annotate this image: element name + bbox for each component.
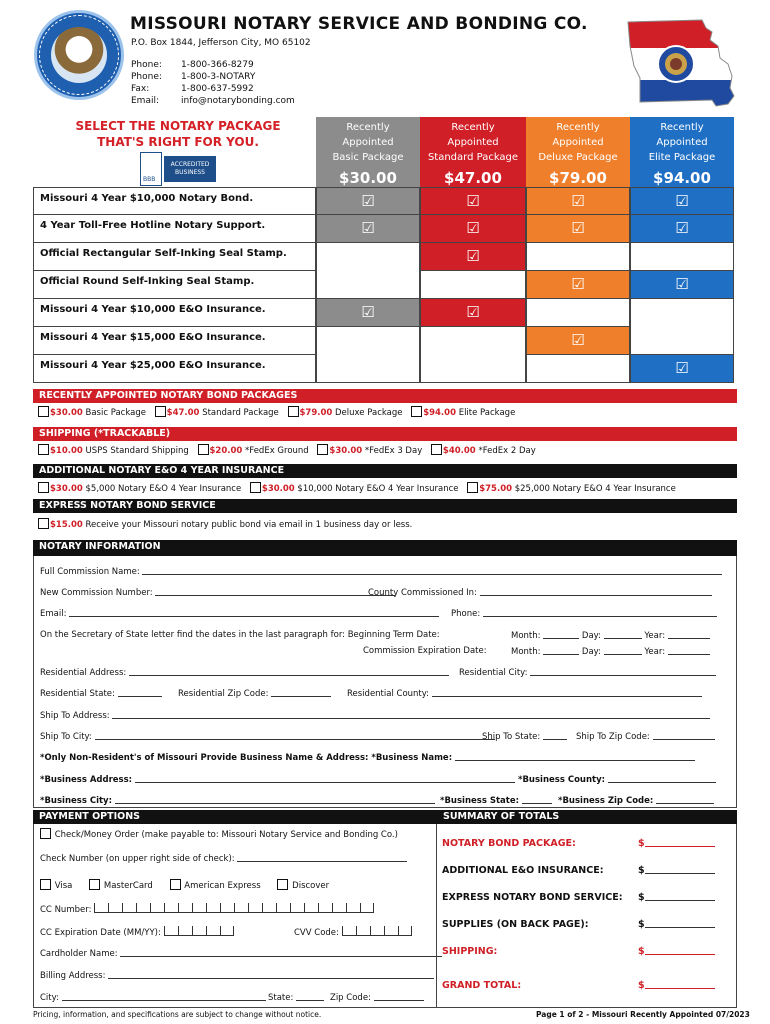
- business-zip-field[interactable]: *Business Zip Code:: [558, 795, 714, 806]
- check-icon: ☑: [630, 271, 734, 299]
- business-state-field[interactable]: *Business State:: [440, 795, 552, 806]
- eo-option-25k[interactable]: $75.00 $25,000 Notary E&O 4 Year Insurance: [467, 484, 676, 494]
- package-header-standard: Recently Appointed Standard Package $47.00: [420, 117, 526, 187]
- summary-shipping-field[interactable]: $: [638, 946, 715, 957]
- checkbox[interactable]: [431, 444, 442, 455]
- feature-row-eo-15k: Missouri 4 Year $15,000 E&O Insurance.: [33, 327, 316, 355]
- summary-bond-package-label: NOTARY BOND PACKAGE:: [442, 838, 576, 849]
- check-icon: ☑: [526, 271, 630, 299]
- business-city-field[interactable]: *Business City:: [40, 795, 435, 806]
- cvv-field[interactable]: CVV Code:: [294, 926, 412, 938]
- full-name-field[interactable]: Full Commission Name:: [40, 566, 722, 577]
- business-name-field[interactable]: *Only Non-Resident's of Missouri Provide Business Name & Address: *Business Name:: [40, 752, 695, 763]
- bond-package-options: [38, 406, 521, 418]
- checkbox[interactable]: [38, 518, 49, 529]
- feature-row-eo-25k: Missouri 4 Year $25,000 E&O Insurance.: [33, 355, 316, 383]
- empty-cell: [526, 243, 630, 271]
- expiration-date-label: Commission Expiration Date:: [363, 646, 487, 656]
- eo-insurance-header: ADDITIONAL NOTARY E&O 4 YEAR INSURANCE: [33, 464, 737, 478]
- check-icon: ☑: [316, 187, 420, 215]
- bond-option-basic[interactable]: $30.00 Basic Package: [38, 408, 146, 418]
- check-icon: ☑: [420, 187, 526, 215]
- phone-field[interactable]: Phone:: [451, 608, 717, 619]
- feature-row-round-stamp: Official Round Self-Inking Seal Stamp.: [33, 271, 316, 299]
- shipping-header: SHIPPING (*TRACKABLE): [33, 427, 737, 441]
- residential-zip-field[interactable]: Residential Zip Code:: [178, 688, 331, 699]
- check-money-order-option[interactable]: Check/Money Order (make payable to: Missouri Notary Service and Bonding Co.): [40, 828, 398, 840]
- footer-disclaimer: Pricing, information, and specifications are subject to change without notice.: [33, 1010, 322, 1019]
- checkbox[interactable]: [38, 482, 49, 493]
- residential-county-field[interactable]: Residential County:: [347, 688, 702, 699]
- ship-state-field[interactable]: Ship To State:: [482, 731, 567, 742]
- card-type-options: [40, 879, 335, 891]
- checkbox[interactable]: [198, 444, 209, 455]
- package-header-elite: Recently Appointed Elite Package $94.00: [630, 117, 734, 187]
- checkbox[interactable]: [40, 828, 51, 839]
- checkbox[interactable]: [40, 879, 51, 890]
- package-header-deluxe: Recently Appointed Deluxe Package $79.00: [526, 117, 630, 187]
- business-county-field[interactable]: *Business County:: [518, 774, 716, 785]
- contact-phone-1: Phone: 1-800-366-8279: [131, 60, 254, 70]
- ship-zip-field[interactable]: Ship To Zip Code:: [576, 731, 715, 742]
- eo-insurance-options: [38, 482, 682, 494]
- feature-row-hotline: 4 Year Toll-Free Hotline Notary Support.: [33, 215, 316, 243]
- bbb-torch-icon: BBB: [140, 152, 162, 186]
- bbb-accredited-badge: BBB ACCREDITED BUSINESS: [140, 152, 216, 186]
- missouri-flag-map-icon: [620, 16, 740, 112]
- empty-cell: [526, 355, 630, 383]
- empty-cell: [420, 327, 526, 383]
- shipping-options: [38, 444, 542, 456]
- contact-phone-2: Phone: 1-800-3-NOTARY: [131, 72, 256, 82]
- bond-option-standard[interactable]: $47.00 Standard Package: [155, 408, 279, 418]
- eagle-icon: [51, 27, 107, 83]
- summary-supplies-label: SUPPLIES (ON BACK PAGE):: [442, 919, 589, 930]
- empty-cell: [316, 243, 420, 299]
- billing-address-field[interactable]: Billing Address:: [40, 970, 434, 981]
- card-amex[interactable]: American Express: [170, 881, 261, 891]
- cc-expiration-field[interactable]: CC Expiration Date (MM/YY):: [40, 926, 234, 938]
- summary-bond-package-field[interactable]: $: [638, 838, 715, 849]
- check-icon: ☑: [420, 215, 526, 243]
- bond-packages-header: RECENTLY APPOINTED NOTARY BOND PACKAGES: [33, 389, 737, 403]
- footer-page-info: Page 1 of 2 - Missouri Recently Appointed 07/2023: [536, 1010, 750, 1019]
- county-commissioned-field[interactable]: County Commissioned In:: [368, 587, 712, 598]
- summary-express-label: EXPRESS NOTARY BOND SERVICE:: [442, 892, 623, 903]
- business-address-field[interactable]: *Business Address:: [40, 774, 515, 785]
- summary-express-field[interactable]: $: [638, 892, 715, 903]
- billing-state-field[interactable]: State:: [268, 992, 324, 1003]
- check-icon: ☑: [630, 355, 734, 383]
- contact-fax: Fax: 1-800-637-5992: [131, 84, 254, 94]
- card-mastercard[interactable]: MasterCard: [89, 881, 153, 891]
- cardholder-name-field[interactable]: Cardholder Name:: [40, 948, 442, 959]
- empty-cell: [526, 299, 630, 327]
- express-service-header: EXPRESS NOTARY BOND SERVICE: [33, 499, 737, 513]
- company-address: P.O. Box 1844, Jefferson City, MO 65102: [131, 38, 311, 48]
- eo-option-5k[interactable]: $30.00 $5,000 Notary E&O 4 Year Insurance: [38, 484, 241, 494]
- cc-number-field[interactable]: CC Number:: [40, 903, 374, 915]
- summary-grand-total-label: GRAND TOTAL:: [442, 980, 522, 991]
- shipping-option-fedex-2day[interactable]: $40.00 *FedEx 2 Day: [431, 446, 536, 456]
- package-select-title: SELECT THE NOTARY PACKAGE THAT'S RIGHT FOR YOU.: [75, 119, 281, 149]
- summary-supplies-field[interactable]: $: [638, 919, 715, 930]
- company-name: MISSOURI NOTARY SERVICE AND BONDING CO.: [130, 14, 588, 34]
- beginning-term-note: On the Secretary of State letter find the dates in the last paragraph for: Beginning Term Date:: [40, 630, 440, 640]
- feature-row-bond: Missouri 4 Year $10,000 Notary Bond.: [33, 187, 316, 215]
- check-icon: ☑: [630, 215, 734, 243]
- check-icon: ☑: [316, 215, 420, 243]
- package-price-standard: $47.00: [444, 169, 502, 187]
- empty-cell: [630, 299, 734, 355]
- shipping-option-fedex-ground[interactable]: $20.00 *FedEx Ground: [198, 446, 309, 456]
- package-price-deluxe: $79.00: [549, 169, 607, 187]
- notary-info-header: NOTARY INFORMATION: [33, 540, 737, 556]
- checkbox[interactable]: [288, 406, 299, 417]
- email-field[interactable]: Email:: [40, 608, 439, 619]
- billing-city-field[interactable]: City:: [40, 992, 266, 1003]
- check-icon: ☑: [526, 215, 630, 243]
- eo-option-10k[interactable]: $30.00 $10,000 Notary E&O 4 Year Insurance: [250, 484, 459, 494]
- checkbox[interactable]: [317, 444, 328, 455]
- check-icon: ☑: [526, 187, 630, 215]
- commission-number-field[interactable]: New Commission Number:: [40, 587, 395, 598]
- residential-address-field[interactable]: Residential Address:: [40, 667, 449, 678]
- ship-city-field[interactable]: Ship To City:: [40, 731, 495, 742]
- bond-option-deluxe[interactable]: $79.00 Deluxe Package: [288, 408, 403, 418]
- shipping-option-usps[interactable]: $10.00 USPS Standard Shipping: [38, 446, 189, 456]
- check-number-field[interactable]: Check Number (on upper right side of check):: [40, 853, 407, 864]
- company-seal-logo: [34, 10, 124, 100]
- check-icon: ☑: [630, 187, 734, 215]
- check-icon: ☑: [420, 243, 526, 271]
- empty-cell: [420, 271, 526, 299]
- expiration-date-field[interactable]: Month: Day: Year:: [511, 646, 710, 657]
- beginning-term-date-field[interactable]: Month: Day: Year:: [511, 630, 710, 641]
- checkbox[interactable]: [170, 879, 181, 890]
- residential-city-field[interactable]: Residential City:: [459, 667, 716, 678]
- check-icon: ☑: [420, 299, 526, 327]
- bond-option-elite[interactable]: $94.00 Elite Package: [411, 408, 515, 418]
- summary-eo-insurance-field[interactable]: $: [638, 865, 715, 876]
- express-option[interactable]: $15.00 Receive your Missouri notary public bond via email in 1 business day or less.: [38, 518, 412, 530]
- checkbox[interactable]: [89, 879, 100, 890]
- package-header-basic: Recently Appointed Basic Package $30.00: [316, 117, 420, 187]
- feature-row-rect-stamp: Official Rectangular Self-Inking Seal Stamp.: [33, 243, 316, 271]
- empty-cell: [630, 243, 734, 271]
- summary-shipping-label: SHIPPING:: [442, 946, 498, 957]
- checkbox[interactable]: [277, 879, 288, 890]
- card-visa[interactable]: Visa: [40, 881, 72, 891]
- shipping-option-fedex-3day[interactable]: $30.00 *FedEx 3 Day: [317, 446, 422, 456]
- contact-email: Email: info@notarybonding.com: [131, 96, 295, 106]
- checkbox[interactable]: [467, 482, 478, 493]
- card-discover[interactable]: Discover: [277, 881, 329, 891]
- payment-options-header: PAYMENT OPTIONS: [33, 810, 437, 824]
- checkbox[interactable]: [411, 406, 422, 417]
- checkbox[interactable]: [38, 406, 49, 417]
- checkbox[interactable]: [38, 444, 49, 455]
- summary-eo-insurance-label: ADDITIONAL E&O INSURANCE:: [442, 865, 604, 876]
- check-icon: ☑: [316, 299, 420, 327]
- ship-address-field[interactable]: Ship To Address:: [40, 710, 710, 721]
- summary-header: SUMMARY OF TOTALS: [437, 810, 737, 824]
- checkbox[interactable]: [155, 406, 166, 417]
- checkbox[interactable]: [250, 482, 261, 493]
- residential-state-field[interactable]: Residential State:: [40, 688, 162, 699]
- empty-cell: [316, 327, 420, 383]
- package-price-elite: $94.00: [653, 169, 711, 187]
- package-price-basic: $30.00: [339, 169, 397, 187]
- summary-grand-total-field[interactable]: $: [638, 980, 715, 991]
- feature-row-eo-10k: Missouri 4 Year $10,000 E&O Insurance.: [33, 299, 316, 327]
- billing-zip-field[interactable]: Zip Code:: [330, 992, 424, 1003]
- check-icon: ☑: [526, 327, 630, 355]
